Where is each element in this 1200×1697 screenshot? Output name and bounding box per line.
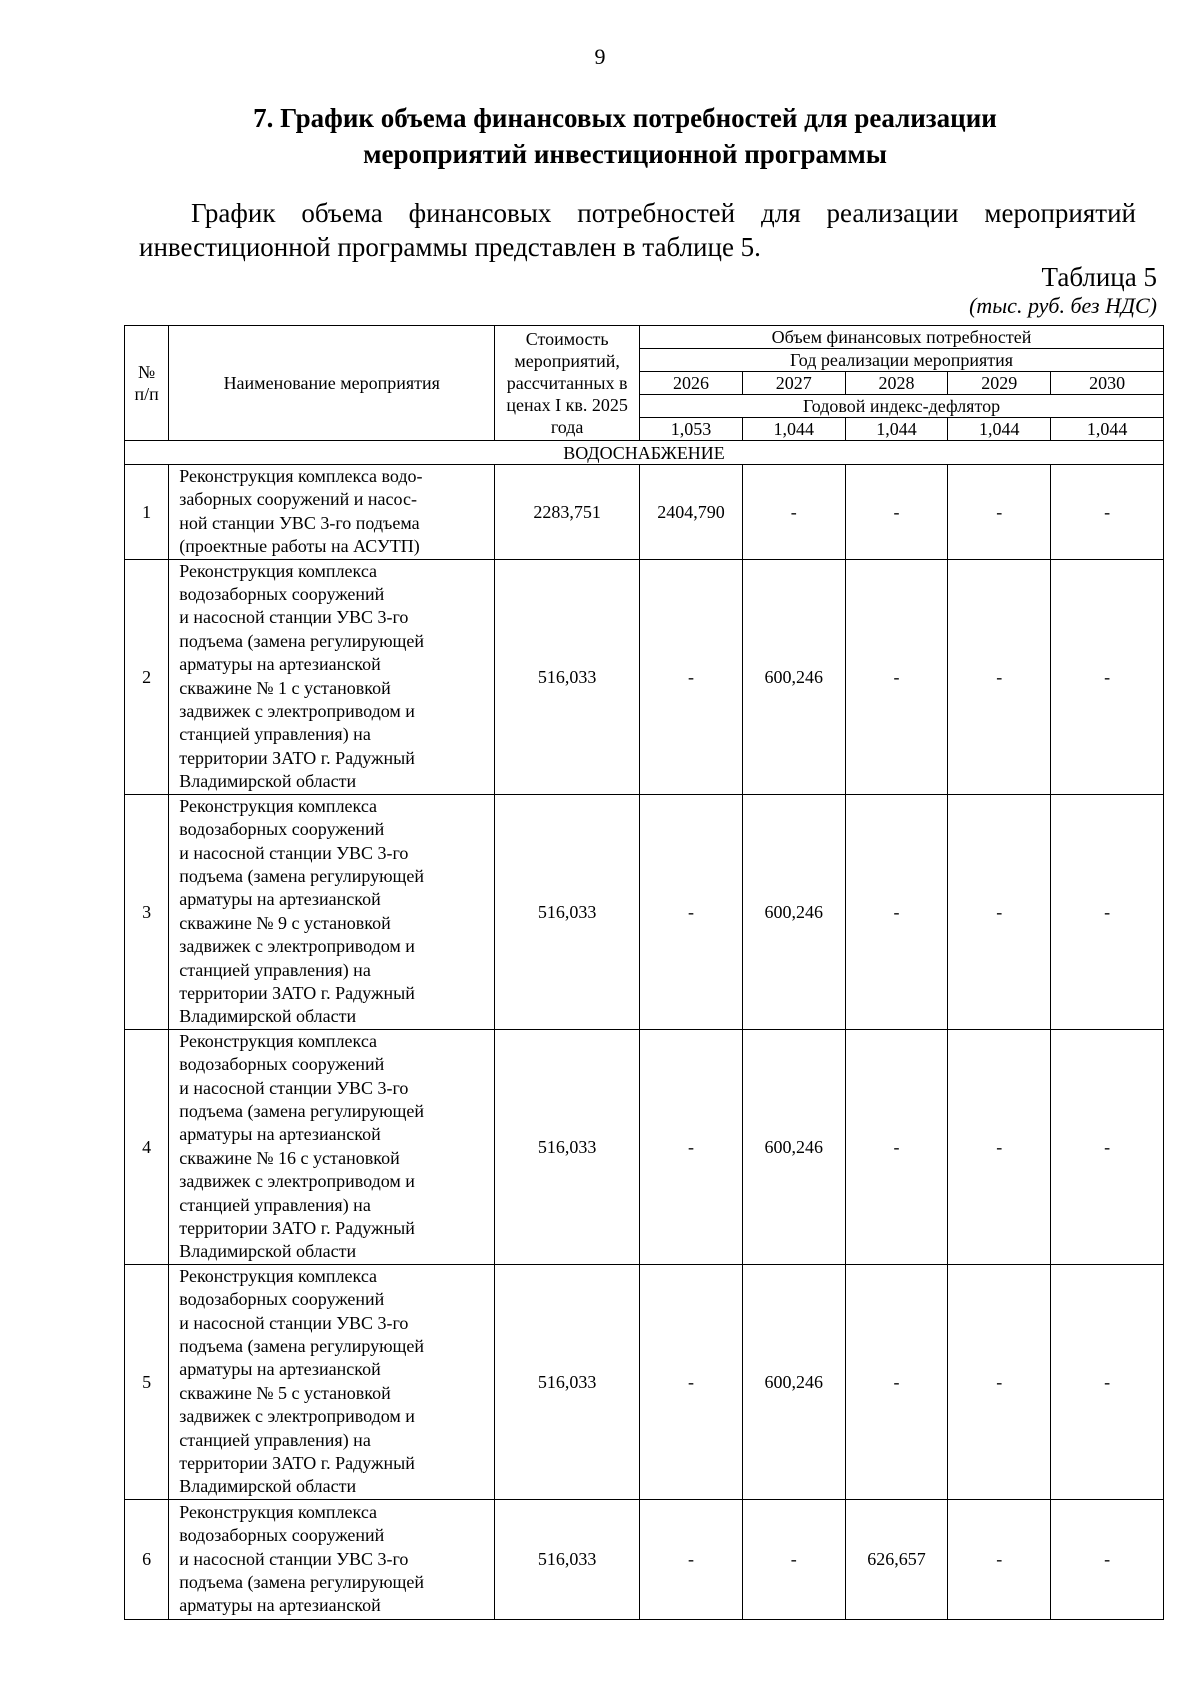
section-row-water-supply: ВОДОСНАБЖЕНИЕ — [125, 441, 1164, 465]
row-2029: - — [948, 1029, 1051, 1264]
row-2030: - — [1051, 1029, 1164, 1264]
row-2026: - — [640, 559, 743, 794]
header-year-label: Год реализации мероприятия — [640, 349, 1164, 372]
row-num: 5 — [125, 1264, 169, 1499]
row-num: 3 — [125, 794, 169, 1029]
row-num: 1 — [125, 465, 169, 560]
row-2030: - — [1051, 465, 1164, 560]
row-2028: - — [845, 1029, 948, 1264]
row-2027: - — [742, 465, 845, 560]
row-name: Реконструкция комплекса водозаборных сооружений и насосной станции УВС 3-го подъема (замена регулирующей арматуры на артезианской скважине № 16 с установкой задвижек с электроприводом и станцией управления) на территории ЗАТО г. Радужный Владимирской области — [169, 1029, 495, 1264]
row-cost: 516,033 — [495, 1029, 640, 1264]
table-row — [125, 794, 1164, 1029]
row-2028: - — [845, 794, 948, 1029]
page-number: 9 — [594, 44, 606, 69]
section-title-line-1: 7. График объема финансовых потребностей для реализации — [253, 103, 997, 133]
row-2027: 600,246 — [742, 1029, 845, 1264]
row-2027: - — [742, 1499, 845, 1619]
row-cost: 516,033 — [495, 559, 640, 794]
row-cost: 2283,751 — [495, 465, 640, 560]
row-2029: - — [948, 559, 1051, 794]
intro-paragraph: График объема финансовых потребностей для реализации мероприятий инвестиционной программы представлен в таблице 5. — [139, 198, 1136, 262]
row-num: 6 — [125, 1499, 169, 1619]
row-num: 2 — [125, 559, 169, 794]
row-cost: 516,033 — [495, 794, 640, 1029]
row-2027: 600,246 — [742, 794, 845, 1029]
row-2028: - — [845, 559, 948, 794]
row-cost: 516,033 — [495, 1264, 640, 1499]
header-year: 2027 — [742, 372, 845, 395]
header-year: 2030 — [1051, 372, 1164, 395]
header-deflator: 1,044 — [948, 418, 1051, 441]
table-caption: Таблица 5 — [1041, 262, 1157, 292]
row-2026: - — [640, 794, 743, 1029]
table-row — [125, 559, 1164, 794]
row-2026: - — [640, 1264, 743, 1499]
table-row — [125, 465, 1164, 560]
row-2030: - — [1051, 1499, 1164, 1619]
row-2028: 626,657 — [845, 1499, 948, 1619]
row-name: Реконструкция комплекса водозаборных сооружений и насосной станции УВС 3-го подъема (замена регулирующей арматуры на артезианской скважине № 9 с установкой задвижек с электроприводом и станцией управления) на территории ЗАТО г. Радужный Владимирской области — [169, 794, 495, 1029]
row-name: Реконструкция комплекса водо- заборных сооружений и насос- ной станции УВС 3-го подъема (проектные работы на АСУТП) — [169, 465, 495, 560]
header-deflator: 1,044 — [845, 418, 948, 441]
row-2029: - — [948, 1499, 1051, 1619]
row-2029: - — [948, 465, 1051, 560]
header-year: 2028 — [845, 372, 948, 395]
row-2028: - — [845, 465, 948, 560]
table-row — [125, 1499, 1164, 1619]
header-deflator: 1,053 — [640, 418, 743, 441]
row-2030: - — [1051, 1264, 1164, 1499]
row-2028: - — [845, 1264, 948, 1499]
row-name: Реконструкция комплекса водозаборных сооружений и насосной станции УВС 3-го подъема (замена регулирующей арматуры на артезианской — [169, 1499, 495, 1619]
row-2026: 2404,790 — [640, 465, 743, 560]
row-2030: - — [1051, 794, 1164, 1029]
row-2027: 600,246 — [742, 1264, 845, 1499]
header-name: Наименование мероприятия — [169, 326, 495, 441]
header-deflator: 1,044 — [1051, 418, 1164, 441]
row-2027: 600,246 — [742, 559, 845, 794]
row-name: Реконструкция комплекса водозаборных сооружений и насосной станции УВС 3-го подъема (замена регулирующей арматуры на артезианской скважине № 5 с установкой задвижек с электроприводом и станцией управления) на территории ЗАТО г. Радужный Владимирской области — [169, 1264, 495, 1499]
row-name: Реконструкция комплекса водозаборных сооружений и насосной станции УВС 3-го подъема (замена регулирующей арматуры на артезианской скважине № 1 с установкой задвижек с электроприводом и станцией управления) на территории ЗАТО г. Радужный Владимирской области — [169, 559, 495, 794]
header-volume: Объем финансовых потребностей — [640, 326, 1164, 349]
row-2030: - — [1051, 559, 1164, 794]
header-deflator-label: Годовой индекс-дефлятор — [640, 395, 1164, 418]
section-title-line-2: мероприятий инвестиционной программы — [363, 139, 887, 169]
header-cost: Стоимость мероприятий, рассчитанных в ценах I кв. 2025 года — [495, 326, 640, 441]
row-2029: - — [948, 794, 1051, 1029]
row-2026: - — [640, 1499, 743, 1619]
financial-needs-table — [124, 325, 1164, 1620]
table-row — [125, 1029, 1164, 1264]
header-year: 2029 — [948, 372, 1051, 395]
row-num: 4 — [125, 1029, 169, 1264]
table-units: (тыс. руб. без НДС) — [969, 293, 1157, 318]
row-2026: - — [640, 1029, 743, 1264]
table-row — [125, 1264, 1164, 1499]
header-year: 2026 — [640, 372, 743, 395]
header-num: № п/п — [125, 326, 169, 441]
row-cost: 516,033 — [495, 1499, 640, 1619]
header-deflator: 1,044 — [742, 418, 845, 441]
row-2029: - — [948, 1264, 1051, 1499]
section-title — [150, 100, 1100, 172]
